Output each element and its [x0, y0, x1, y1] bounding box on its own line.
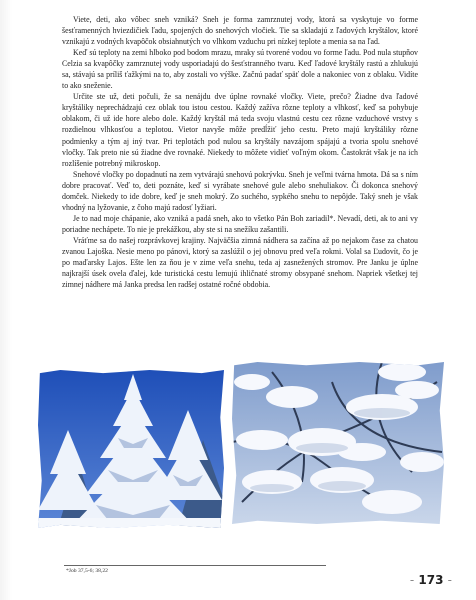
paragraph: Viete, deti, ako vôbec sneh vzniká? Sneh je forma zamrznutej vody, ktorá sa vyskytuje vo forme šesťramenných hviezdičiek ľadu, spojených do snehových vločiek. Tie sa skladajú z ľadových kryštálov, ktoré vznikajú z vodných kvapôčok obsiahnutých vo vlhkom vzduchu pri nízkej teplote a menia sa na ľad.: [62, 15, 418, 47]
footnote-divider: [64, 565, 326, 566]
paragraph: Vráťme sa do našej rozprávkovej krajiny. Najväčšia zimná nádhera sa začína až po nejakom čase za chatou zvanou Lajoška. Nesie meno po pánovi, ktorý sa zaslúžil o jej obnovu pred veľa rokmi. Volal sa Ľudovít, čo je po maďarsky Lajos. Ešte len za ňou je v zime veľa snehu, teda aj zasnežených stromov. Pre Janku je úplne najkrajší úsek ovela ďalej, kde turistická cestu lemujú ihličnaté stromy obsypané snehom. Napriek všetkej tej zimnej nádhere má Janka predsa len radšej ostatné ročné obdobia.: [62, 235, 418, 290]
footnote: *Job 37,5-6; 38,22: [66, 568, 108, 574]
paragraph: Je to nad moje chápanie, ako vzniká a padá sneh, ako to všetko Pán Boh zariadil*. Nevadí, deti, ak to ani vy poriadne nechápete. To nie je prekážkou, aby ste si na snežíku zašantili.: [62, 213, 418, 234]
page-number-dash-left: -: [409, 573, 415, 587]
body-text: [62, 14, 418, 290]
paragraph: Snehové vločky po dopadnutí na zem vytvárajú snehovú pokrývku. Sneh je veľmi tvárna hmota. Dá sa s ním dobre pracovať. Veď to, deti poznáte, keď si vyrábate snehové gule alebo snehuliakov. Či dokonca snehový domček. Niekedy to ide dobre, keď je sneh mokrý. Zo suchého, sypkého snehu to nepôjde. Taký sneh je však vhodný na lyžovanie, z čoho majú radosť lyžiari.: [62, 169, 418, 212]
snowy-branches-photo: [232, 362, 444, 524]
page-number-dash-right: -: [447, 573, 452, 587]
paragraph: Keď sú teploty na zemi hlboko pod bodom mrazu, mraky sú tvorené vodou vo forme ľadu. Pod nula stupňov Celzia sa kvapôčky zamrznutej vody usporiadajú do šesťstranného tvaru. Keď ľadové kryštály rastú a zhlukujú sa, stávajú sa príliš ťažkými na to, aby zostali vo výške. Začnú padať späť dole a nakoniec von z oblaku. Vidíte to ako sneženie.: [62, 48, 418, 91]
paragraph: Určite ste už, deti počuli, že sa nenájdu dve úplne rovnaké vločky. Viete, prečo? Žiadne dva ľadové kryštáliky neprechádzajú cez oblak tou istou cestou. Každý zažíva rôzne teploty a vlhkosť, keď sa pohybuje oblakom, či už ide hore alebo dole. Každý kryštál má teda svoju vlastnú cestu cez rôzne vzduchové vrstvy s rozdielnou vlhkosťou a teplotou. Vietor navyše môže predĺžiť jeho cestu. Preto majú kryštáliky rôzne podmienky a tým aj iný tvar. Pri teplotách pod nulou sa kryštály navzájom spájajú a tvoria spolu snehové vločky. Tak preto nie sú žiadne dve rovnaké. Niekedy to môžete vidieť voľným okom. Častokrát však je na ich rozlíšenie potrebný mikroskop.: [62, 92, 418, 168]
page-number: 173: [418, 573, 444, 587]
page-number-container: [400, 573, 452, 587]
snowy-spruce-photo: [38, 370, 224, 528]
page-spine-shadow: [0, 0, 12, 600]
